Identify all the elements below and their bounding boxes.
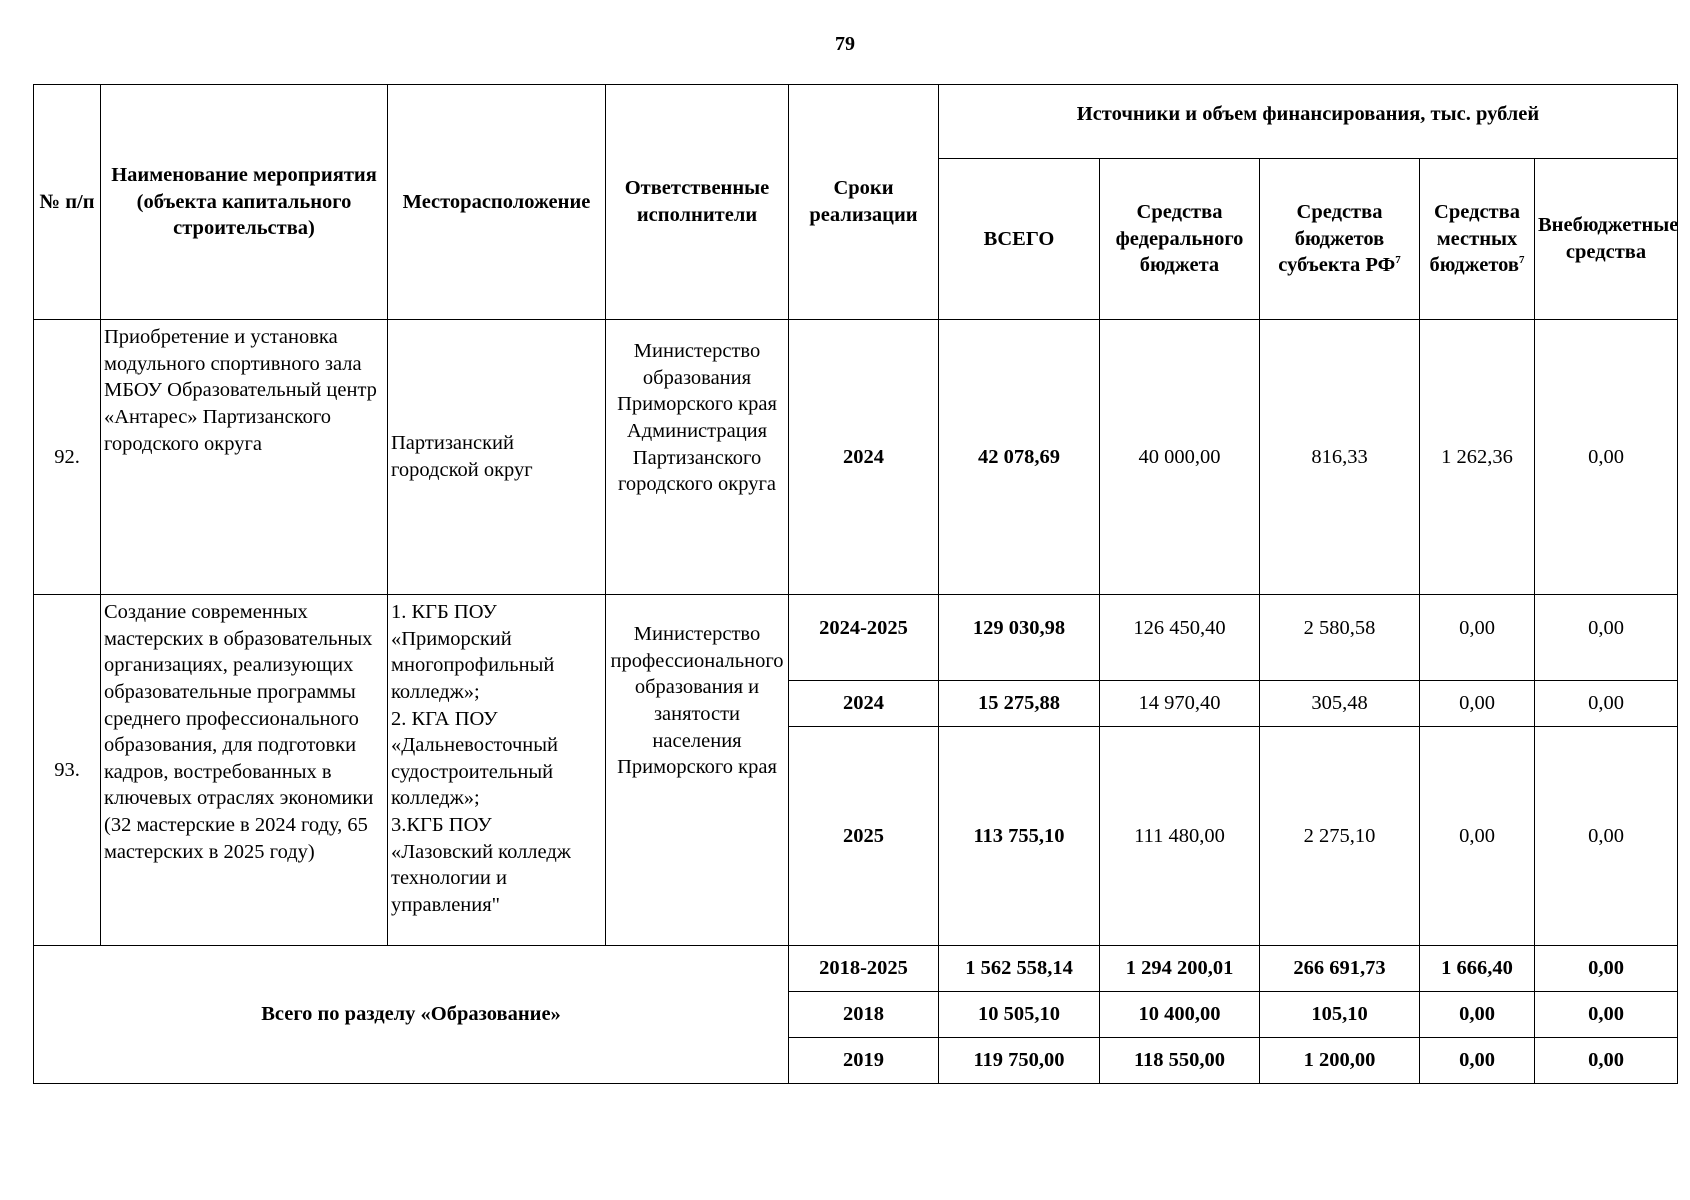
row93-location-line: 3.КГБ ПОУ (391, 814, 492, 837)
section-total-subject: 266 691,73 (1260, 946, 1420, 992)
row93-federal: 111 480,00 (1100, 727, 1260, 946)
row93-num: 93. (34, 595, 101, 946)
row92-local: 1 262,36 (1420, 320, 1535, 595)
row93-subject: 2 275,10 (1260, 727, 1420, 946)
row93-term: 2025 (789, 727, 939, 946)
section-total-label: Всего по разделу «Образование» (34, 946, 789, 1084)
row93-total: 113 755,10 (939, 727, 1100, 946)
section-total-local: 0,00 (1420, 992, 1535, 1038)
row93-term: 2024-2025 (789, 595, 939, 681)
header-terms: Сроки реализации (789, 85, 939, 320)
header-local (1420, 159, 1535, 320)
section-total-term: 2018 (789, 992, 939, 1038)
row92-name: Приобретение и установка модульного спортивного зала МБОУ Образовательный центр «Антарес» Партизанского городского округа (101, 320, 388, 595)
row92-offbudget: 0,00 (1535, 320, 1678, 595)
section-total-federal: 118 550,00 (1100, 1038, 1260, 1084)
row93-federal: 14 970,40 (1100, 681, 1260, 727)
row93-name: Создание современных мастерских в образовательных организациях, реализующих образовательные программы среднего профессионального образования, для подготовки кадров, востребованных в ключевых отраслях экономики (32 мастерские в 2024 году, 65 мастерских в 2025 году) (101, 595, 388, 946)
header-sources: Источники и объем финансирования, тыс. рублей (939, 85, 1678, 159)
page-number: 79 (835, 33, 855, 55)
row92-subject: 816,33 (1260, 320, 1420, 595)
header-offbudget: Внебюджетные средства (1535, 159, 1678, 320)
row93-location-line: управления" (391, 894, 501, 917)
row93-location-line: судостроительный (391, 760, 554, 783)
row93-location-line: технологии и (391, 867, 507, 890)
row93-location-line: колледж»; (391, 680, 480, 703)
header-subject (1260, 159, 1420, 320)
row93-location-line: «Дальневосточный (391, 734, 558, 757)
row93-offbudget: 0,00 (1535, 727, 1678, 946)
header-total: ВСЕГО (939, 159, 1100, 320)
row93-subject: 305,48 (1260, 681, 1420, 727)
header-executors: Ответственные исполнители (606, 85, 789, 320)
section-total-total: 10 505,10 (939, 992, 1100, 1038)
row92-executors: Министерство образования Приморского края Администрация Партизанского городского округа (606, 320, 789, 595)
row92-location: Партизанский городской округ (388, 320, 606, 595)
header-federal: Средства федерального бюджета (1100, 159, 1260, 320)
header-location: Месторасположение (388, 85, 606, 320)
header-local-footnote: 7 (1518, 254, 1525, 267)
row93-offbudget: 0,00 (1535, 681, 1678, 727)
row93-total: 129 030,98 (939, 595, 1100, 681)
table-row-93-a (34, 595, 1678, 681)
row93-federal: 126 450,40 (1100, 595, 1260, 681)
row92-federal: 40 000,00 (1100, 320, 1260, 595)
section-total-offbudget: 0,00 (1535, 992, 1678, 1038)
section-total-subject: 1 200,00 (1260, 1038, 1420, 1084)
financing-table (33, 84, 1678, 1084)
table-row-total-a (34, 946, 1678, 992)
row93-location-line: «Приморский (391, 627, 512, 650)
section-total-local: 0,00 (1420, 1038, 1535, 1084)
row93-total: 15 275,88 (939, 681, 1100, 727)
row93-location-line: 1. КГБ ПОУ (391, 601, 497, 623)
section-total-local: 1 666,40 (1420, 946, 1535, 992)
row93-local: 0,00 (1420, 595, 1535, 681)
row93-location (388, 595, 606, 946)
section-total-offbudget: 0,00 (1535, 946, 1678, 992)
section-total-total: 1 562 558,14 (939, 946, 1100, 992)
row93-location-line: «Лазовский колледж (391, 840, 571, 863)
header-local-label: Средства местных бюджетов (1429, 201, 1520, 277)
row92-num: 92. (34, 320, 101, 595)
section-total-offbudget: 0,00 (1535, 1038, 1678, 1084)
section-total-total: 119 750,00 (939, 1038, 1100, 1084)
section-total-subject: 105,10 (1260, 992, 1420, 1038)
section-total-term: 2018-2025 (789, 946, 939, 992)
row93-local: 0,00 (1420, 727, 1535, 946)
section-total-term: 2019 (789, 1038, 939, 1084)
row93-local: 0,00 (1420, 681, 1535, 727)
header-name: Наименование мероприятия (объекта капитального строительства) (101, 85, 388, 320)
header-subject-footnote: 7 (1395, 254, 1401, 267)
row93-location-line: многопрофильный (391, 654, 555, 677)
row93-location-line: колледж»; (391, 787, 480, 810)
section-total-federal: 10 400,00 (1100, 992, 1260, 1038)
section-total-federal: 1 294 200,01 (1100, 946, 1260, 992)
header-subject-label: Средства бюджетов субъекта РФ (1278, 201, 1396, 277)
row93-subject: 2 580,58 (1260, 595, 1420, 681)
row93-location-line: 2. КГА ПОУ (391, 707, 498, 730)
row92-term: 2024 (789, 320, 939, 595)
row93-offbudget: 0,00 (1535, 595, 1678, 681)
row93-term: 2024 (789, 681, 939, 727)
row93-executors: Министерство профессионального образования и занятости населения Приморского края (606, 595, 789, 946)
header-num: № п/п (34, 85, 101, 320)
row92-total: 42 078,69 (939, 320, 1100, 595)
table-row-92 (34, 320, 1678, 595)
